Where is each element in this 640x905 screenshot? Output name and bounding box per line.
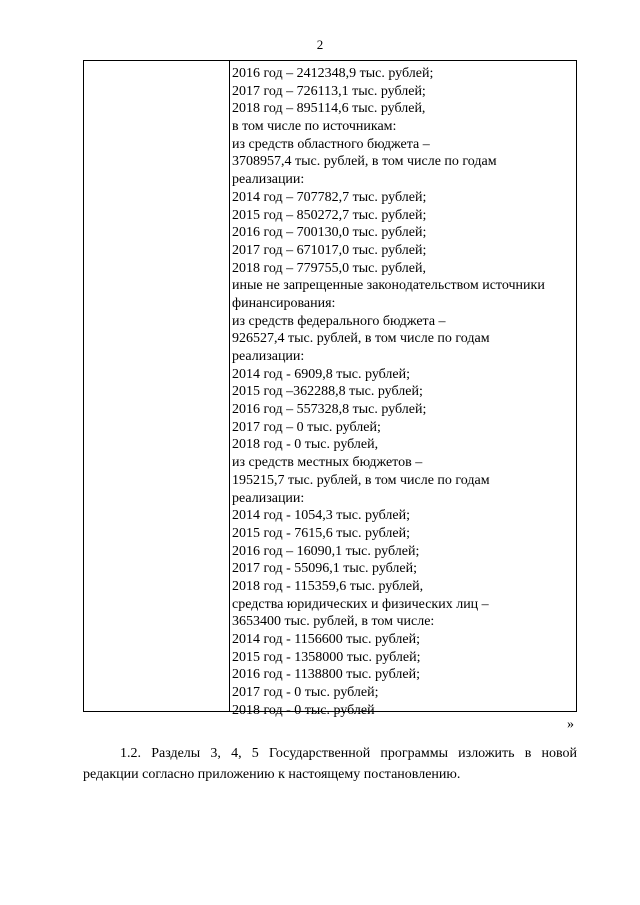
table-left-cell	[84, 61, 230, 711]
table-line: 2016 год – 16090,1 тыс. рублей;	[232, 543, 420, 559]
table-line: 2017 год – 726113,1 тыс. рублей;	[232, 83, 426, 99]
table-line: 2016 год – 557328,8 тыс. рублей;	[232, 402, 427, 418]
table-line: 2014 год - 6909,8 тыс. рублей;	[232, 366, 411, 382]
table-line: 3653400 тыс. рублей, в том числе:	[232, 614, 435, 630]
table-line: реализации:	[232, 490, 305, 506]
table-line: 2017 год – 671017,0 тыс. рублей;	[232, 242, 427, 258]
table-line: финансирования:	[232, 295, 336, 311]
page-number: 2	[316, 37, 324, 52]
table-line: из средств федерального бюджета –	[232, 313, 446, 329]
table-line: 3708957,4 тыс. рублей, в том числе по годам	[232, 154, 497, 170]
table-line: 2018 год – 779755,0 тыс. рублей,	[232, 260, 426, 276]
table-line: 2018 год - 115359,6 тыс. рублей,	[232, 578, 424, 594]
table-line: из средств областного бюджета –	[232, 136, 430, 152]
table-line: 2017 год - 0 тыс. рублей;	[232, 685, 379, 701]
table-line: 2016 год – 2412348,9 тыс. рублей;	[232, 66, 434, 81]
table-line: 2014 год – 707782,7 тыс. рублей;	[232, 189, 427, 205]
table-line: средства юридических и физических лиц –	[232, 596, 489, 612]
table-line: 2018 год – 895114,6 тыс. рублей,	[232, 101, 426, 117]
paragraph-line-1: 1.2. Разделы 3, 4, 5 Государственной программы изложить в новой	[120, 746, 577, 761]
table-line: 2018 год - 0 тыс. рублей	[232, 702, 375, 718]
table-line: из средств местных бюджетов –	[232, 455, 423, 471]
table-line: 195215,7 тыс. рублей, в том числе по годам	[232, 472, 490, 488]
table-line: 2016 год - 1138800 тыс. рублей;	[232, 667, 420, 683]
table-line: 2015 год – 850272,7 тыс. рублей;	[232, 207, 427, 223]
funding-table	[83, 60, 577, 718]
table-line: 2015 год - 7615,6 тыс. рублей;	[232, 525, 411, 541]
table-line: 2014 год - 1054,3 тыс. рублей;	[232, 508, 411, 524]
table-line: иные не запрещенные законодательством источники	[232, 278, 545, 294]
paragraph-line-2: редакции согласно приложению к настоящему постановлению.	[83, 767, 461, 782]
table-line: 2017 год - 55096,1 тыс. рублей;	[232, 561, 418, 577]
table-line: 2017 год – 0 тыс. рублей;	[232, 419, 381, 435]
table-line: 2015 год - 1358000 тыс. рублей;	[232, 649, 421, 665]
table-right-cell	[232, 65, 576, 719]
table-line: 2014 год - 1156600 тыс. рублей;	[232, 632, 420, 647]
table-line: в том числе по источникам:	[232, 119, 397, 135]
table-line: 2018 год - 0 тыс. рублей,	[232, 437, 379, 453]
table-line: 926527,4 тыс. рублей, в том числе по годам	[232, 331, 490, 347]
table-line: реализации:	[232, 349, 305, 364]
table-line: реализации:	[232, 172, 305, 188]
table-line: 2016 год – 700130,0 тыс. рублей;	[232, 225, 427, 241]
table-line: 2015 год –362288,8 тыс. рублей;	[232, 384, 423, 400]
amendment-paragraph	[83, 743, 577, 785]
closing-quote: »	[567, 717, 574, 732]
